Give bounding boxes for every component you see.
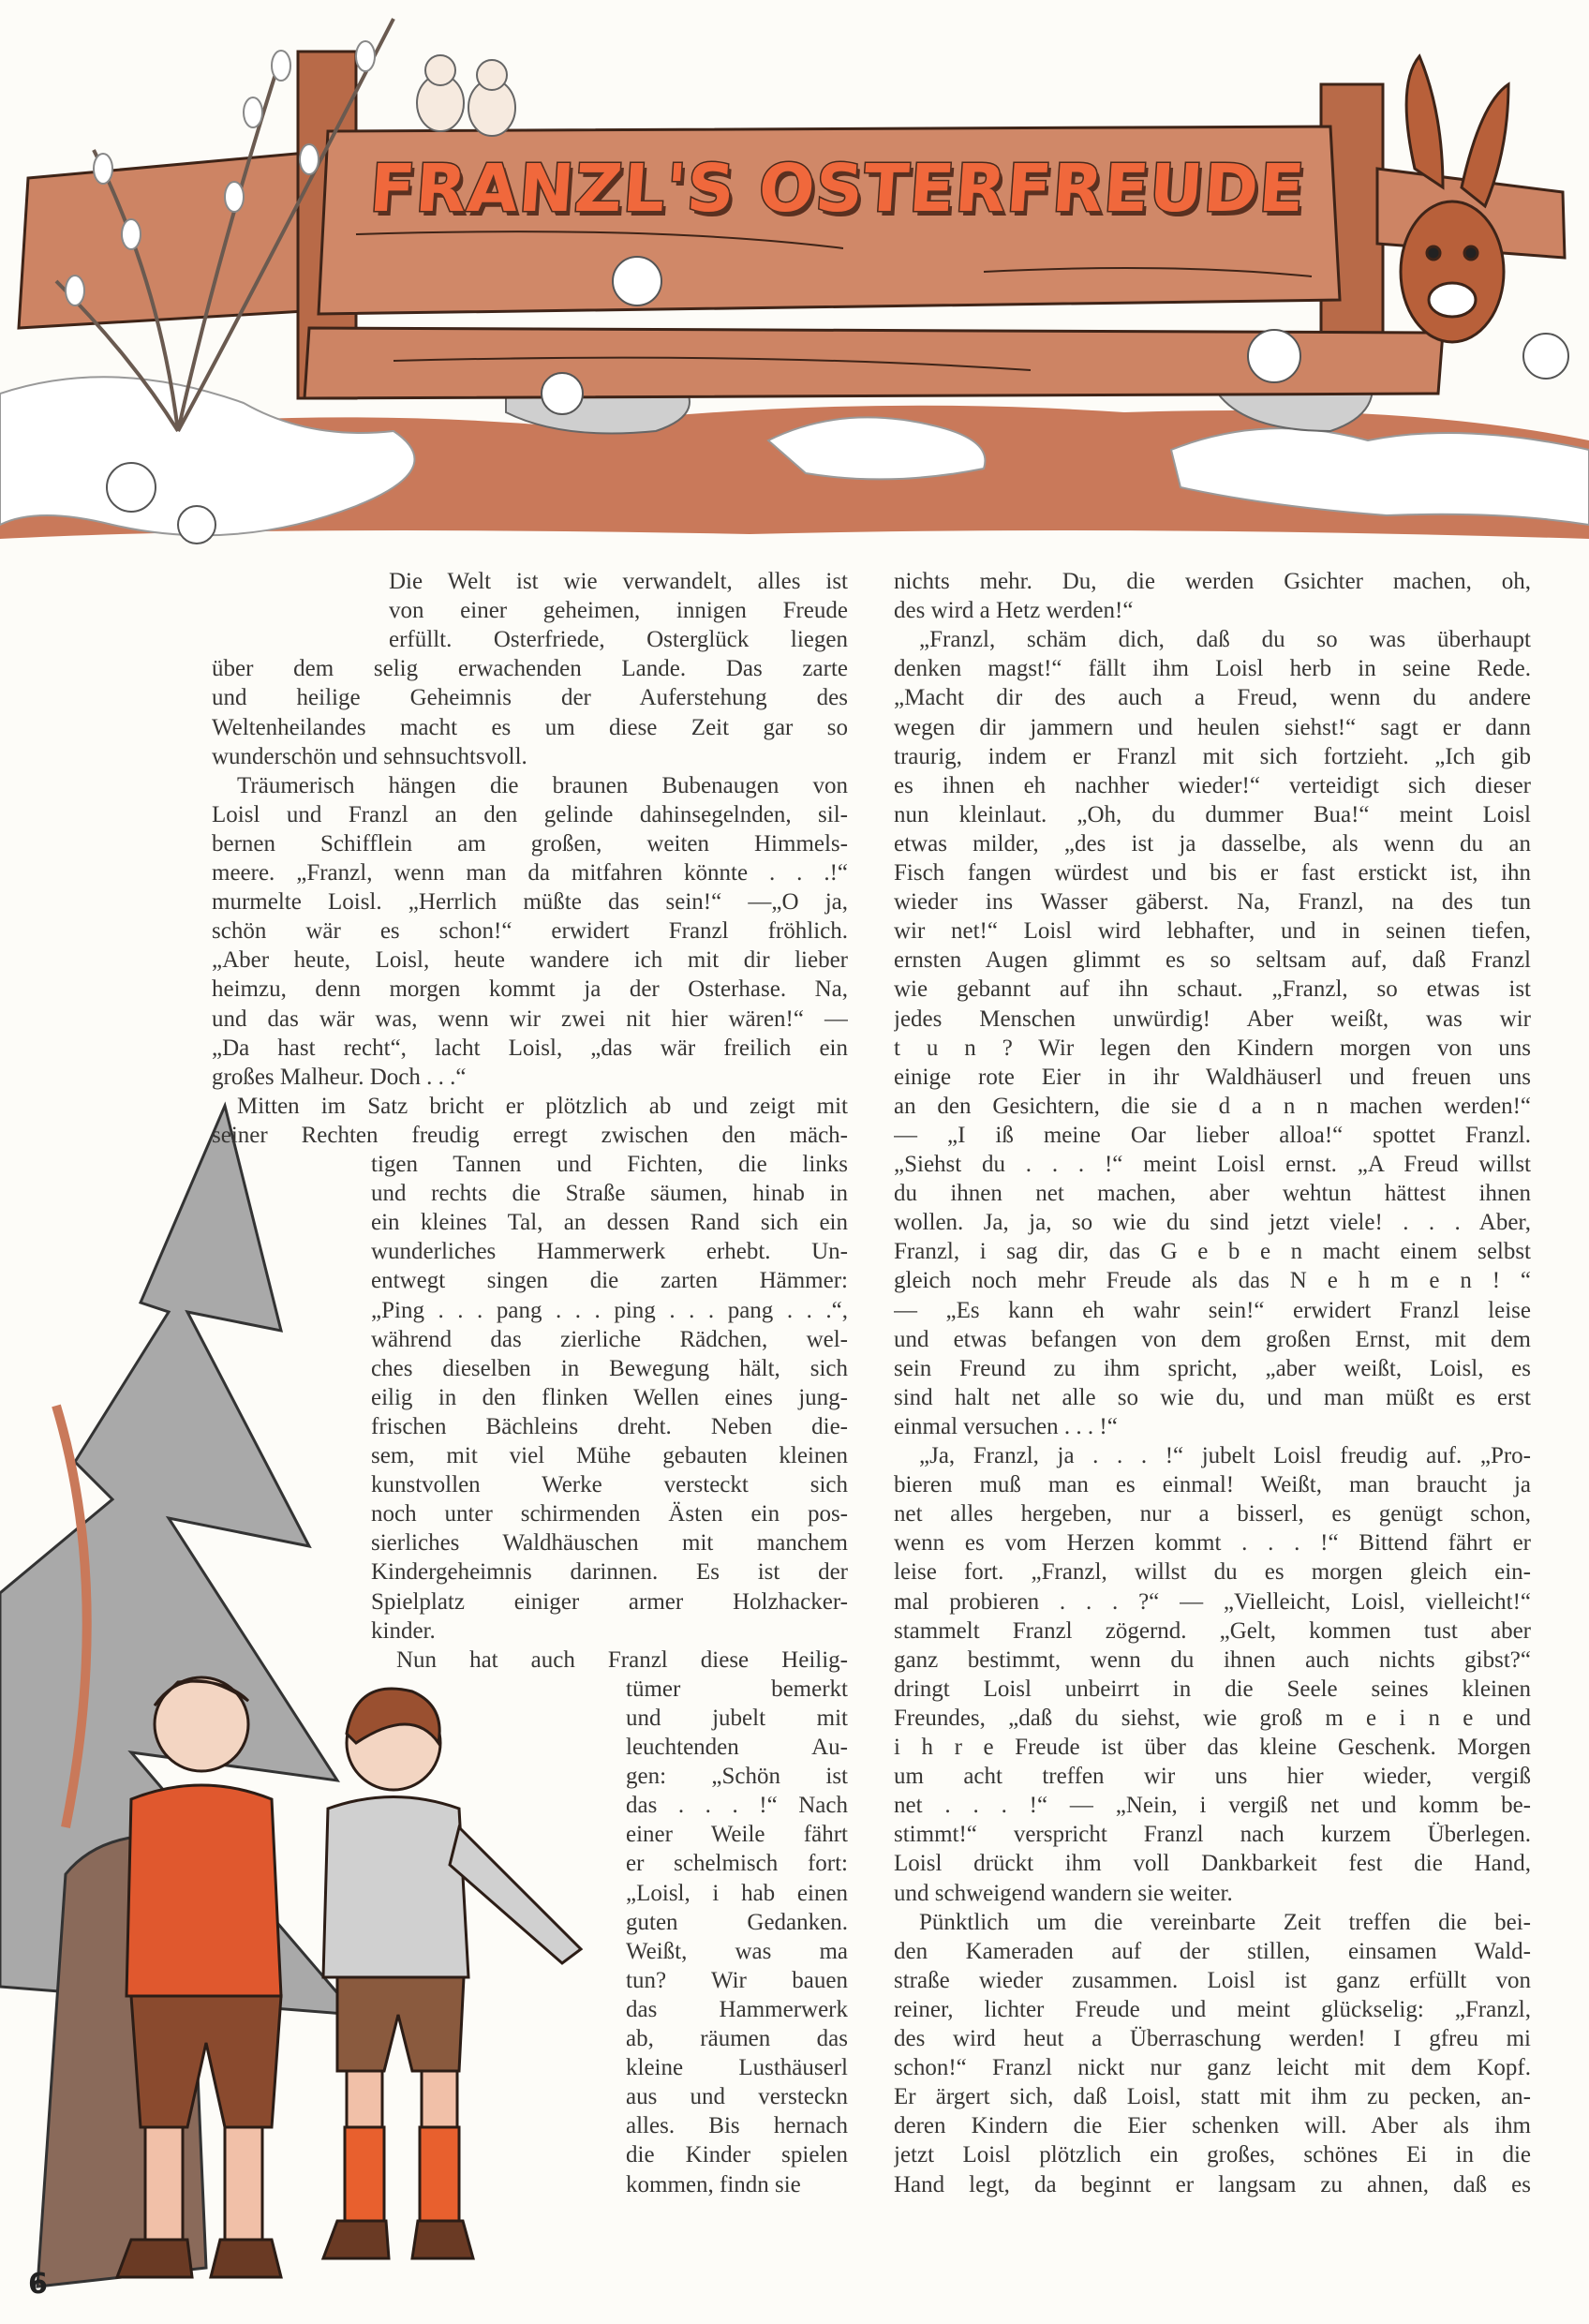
text-line: wunderschön und sehnsuchtsvoll. bbox=[212, 743, 527, 769]
text-line: ein kleines Tal, an dessen Rand sich ein bbox=[371, 1210, 848, 1236]
text-line: seiner Rechten freudig erregt zwischen den mäch- bbox=[212, 1122, 848, 1148]
text-line: deren Kindern die Eier schenken will. Aber als ihm bbox=[894, 2113, 1531, 2139]
text-line: um acht treffen wir uns hier wieder, vergiß bbox=[894, 1764, 1531, 1790]
text-line: jedes Menschen unwürdig! Aber weißt, was wir bbox=[894, 1006, 1531, 1032]
text-line: net . . . !“ — „Nein, i vergiß net und komm be- bbox=[894, 1793, 1531, 1819]
text-line: während das zierliche Rädchen, wel- bbox=[371, 1326, 848, 1352]
birds-icon bbox=[417, 55, 515, 136]
text-line: Mitten im Satz bricht er plötzlich ab und zeigt mit bbox=[237, 1093, 848, 1119]
page-number: 6 bbox=[28, 2268, 48, 2301]
text-line: jetzt Loisl plötzlich ein großes, schönes Ei in die bbox=[894, 2142, 1531, 2168]
text-line: Fisch fangen würdest und bis er fast erstickt ist, ihn bbox=[894, 860, 1531, 886]
text-line: t u n ? Wir legen den Kindern morgen von uns bbox=[894, 1035, 1531, 1061]
text-line: Kindergeheimnis darinnen. Es ist der bbox=[371, 1559, 848, 1586]
text-line: kinder. bbox=[371, 1617, 436, 1644]
text-line: kunstvollen Werke versteckt sich bbox=[371, 1472, 848, 1498]
text-line: „Loisl, i hab einen bbox=[626, 1880, 848, 1906]
text-line: Weltenheilandes macht es um diese Zeit gar so bbox=[212, 714, 848, 740]
text-line: ab, räumen das bbox=[626, 2026, 848, 2051]
text-line: und jubelt mit bbox=[626, 1705, 848, 1731]
text-line: und etwas befangen von dem großen Ernst, mit dem bbox=[894, 1326, 1531, 1352]
text-line: tun? Wir bauen bbox=[626, 1967, 848, 1993]
text-line: schon!“ Franzl nickt nur ganz leicht mit dem Kopf. bbox=[894, 2055, 1531, 2081]
text-line: an den Gesichtern, die sie d a n n machen werden!“ bbox=[894, 1093, 1531, 1119]
text-line: den Kameraden auf der stillen, einsamen Wald- bbox=[894, 1938, 1531, 1964]
text-line: guten Gedanken. bbox=[626, 1909, 848, 1935]
text-line: wollen. Ja, ja, so wie du sind jetzt viele! . . . Aber, bbox=[894, 1210, 1531, 1236]
text-line: nun kleinlaut. „Oh, du dummer Bua!“ meint Loisl bbox=[894, 801, 1531, 827]
text-line: Weißt, was ma bbox=[626, 1938, 848, 1964]
text-line: und schweigend wandern sie weiter. bbox=[894, 1880, 1233, 1906]
text-line: „Siehst du . . . !“ meint Loisl ernst. „A Freud willst bbox=[894, 1152, 1531, 1177]
text-line: großes Malheur. Doch . . .“ bbox=[212, 1064, 467, 1090]
text-line: net alles hergeben, nur a bisserl, es genügt schon, bbox=[894, 1501, 1531, 1527]
text-line: straße wieder zusammen. Loisl ist ganz erfüllt von bbox=[894, 1967, 1531, 1993]
text-line: Die Welt ist wie verwandelt, alles ist bbox=[389, 569, 848, 594]
text-line: „Macht dir des auch a Freud, wenn du andere bbox=[894, 685, 1531, 711]
text-line: bieren muß man es einmal! Weißt, man braucht ja bbox=[894, 1472, 1531, 1498]
text-line: „Ping . . . pang . . . ping . . . pang . . .“, bbox=[371, 1297, 848, 1323]
text-line: sem, mit viel Mühe gebauten kleinen bbox=[371, 1443, 848, 1468]
text-line: mal probieren . . . ?“ — „Vielleicht, Loisl, vielleicht!“ bbox=[894, 1588, 1531, 1615]
text-line: sein Freund zu ihm spricht, „aber weißt, Loisl, es bbox=[894, 1355, 1531, 1381]
text-line: ganz bestimmt, wenn du ihnen auch nichts gibst?“ bbox=[894, 1646, 1531, 1673]
text-line: eilig in den flinken Wellen eines jung- bbox=[371, 1384, 848, 1410]
text-line: dringt Loisl unbeirrt in die Seele seines kleinen bbox=[894, 1676, 1531, 1702]
text-line: tümer bemerkt bbox=[626, 1676, 848, 1702]
text-line: sierliches Waldhäuschen mit manchem bbox=[371, 1530, 848, 1557]
text-line: meere. „Franzl, wenn man da mitfahren könnte . . .!“ bbox=[212, 860, 848, 886]
text-line: i h r e Freude ist über das kleine Geschenk. Morgen bbox=[894, 1735, 1531, 1760]
text-line: frischen Bächleins dreht. Neben die- bbox=[371, 1413, 848, 1439]
text-line: wunderliches Hammerwerk erhebt. Un- bbox=[371, 1239, 848, 1265]
text-line: gleich noch mehr Freude als das N e h m e n ! “ bbox=[894, 1268, 1531, 1294]
text-line: etwas milder, „des ist ja dasselbe, als wenn du an bbox=[894, 830, 1531, 857]
text-line: einer Weile fährt bbox=[626, 1822, 848, 1848]
text-line: wenn es vom Herzen kommt . . . !“ Bittend fährt er bbox=[894, 1530, 1531, 1557]
text-line: — „Es kann eh wahr sein!“ erwidert Franzl leise bbox=[894, 1297, 1531, 1323]
text-line: gen: „Schön ist bbox=[626, 1764, 848, 1790]
text-line: wir net!“ Loisl wird lebhafter, und in seinen tiefen, bbox=[894, 918, 1531, 945]
text-line: Er ärgert sich, daß Loisl, statt mit ihm zu pecken, an- bbox=[894, 2084, 1531, 2110]
text-line: alles. Bis hernach bbox=[626, 2113, 848, 2139]
text-line: ches dieselben in Bewegung hält, sich bbox=[371, 1355, 848, 1381]
text-line: es ihnen eh nachher wieder!“ verteidigt sich dieser bbox=[894, 772, 1531, 798]
text-line: Spielplatz einiger armer Holzhacker- bbox=[371, 1588, 848, 1615]
text-line: du ihnen net machen, aber wehtun hättest ihnen bbox=[894, 1181, 1531, 1207]
text-line: die Kinder spielen bbox=[626, 2142, 848, 2168]
text-line: ernsten Augen glimmt es so seltsam auf, daß Franzl bbox=[894, 947, 1531, 974]
text-line: noch unter schirmenden Ästen ein pos- bbox=[371, 1501, 848, 1527]
text-line: sind halt net alle so wie du, und man müßt es erst bbox=[894, 1384, 1531, 1410]
text-line: Franzl, i sag dir, das G e b e n macht einem selbst bbox=[894, 1239, 1531, 1265]
text-line: über dem selig erwachenden Lande. Das zarte bbox=[212, 656, 848, 682]
text-line: und rechts die Straße säumen, hinab in bbox=[371, 1181, 848, 1207]
text-line: Nun hat auch Franzl diese Heilig- bbox=[396, 1646, 848, 1673]
text-line: schön wär es schon!“ erwidert Franzl fröhlich. bbox=[212, 918, 848, 945]
text-line: murmelte Loisl. „Herrlich müßte das sein!“ —„O ja, bbox=[212, 889, 848, 916]
text-line: „Ja, Franzl, ja . . . !“ jubelt Loisl freudig auf. „Pro- bbox=[919, 1443, 1531, 1468]
text-line: Hand legt, da beginnt er langsam zu ahnen, daß es bbox=[894, 2171, 1531, 2197]
text-line: erfüllt. Osterfriede, Osterglück liegen bbox=[389, 627, 848, 653]
text-line: — „I iß meine Oar lieber alloa!“ spottet Franzl. bbox=[894, 1122, 1531, 1148]
text-line: das . . . !“ Nach bbox=[626, 1793, 848, 1819]
boy-gray-jacket-illustration bbox=[323, 1689, 581, 2258]
text-line: stimmt!“ verspricht Franzl nach kurzem Überlegen. bbox=[894, 1822, 1531, 1848]
text-line: „Aber heute, Loisl, heute wandere ich mit dir lieber bbox=[212, 947, 848, 974]
text-line: Loisl und Franzl an den gelinde dahinsegelnden, sil- bbox=[212, 801, 848, 827]
text-line: stammelt Franzl zögernd. „Gelt, kommen tust aber bbox=[894, 1617, 1531, 1644]
text-line: von einer geheimen, innigen Freude bbox=[389, 598, 848, 624]
text-line: denken magst!“ fällt ihm Loisl herb in seine Rede. bbox=[894, 656, 1531, 682]
text-line: leise fort. „Franzl, willst du es morgen gleich ein- bbox=[894, 1559, 1531, 1586]
text-line: traurig, indem er Franzl mit sich fortzieht. „Ich gib bbox=[894, 743, 1531, 769]
text-line: und heilige Geheimnis der Auferstehung des bbox=[212, 685, 848, 711]
text-line: einige rote Eier in ihr Waldhäuserl und freuen uns bbox=[894, 1064, 1531, 1090]
text-line: nichts mehr. Du, die werden Gsichter machen, oh, bbox=[894, 569, 1531, 594]
text-line: „Franzl, schäm dich, daß du so was überhaupt bbox=[919, 627, 1531, 653]
text-line: einmal versuchen . . . !“ bbox=[894, 1413, 1118, 1439]
text-line: Loisl drückt ihm voll Dankbarkeit fest die Hand, bbox=[894, 1851, 1531, 1877]
text-line: wieder ins Wasser gäberst. Na, Franzl, na des tun bbox=[894, 889, 1531, 916]
text-line: reiner, lichter Freude und meint glückselig: „Franzl, bbox=[894, 1996, 1531, 2022]
text-line: Träumerisch hängen die braunen Bubenaugen von bbox=[237, 772, 848, 798]
text-line: wegen dir jammern und heulen siehst!“ sagt er dann bbox=[894, 714, 1531, 740]
text-line: tigen Tannen und Fichten, die links bbox=[371, 1152, 848, 1177]
text-line: des wird heut a Überraschung werden! I gfreu mi bbox=[894, 2026, 1531, 2051]
text-line: leuchtenden Au- bbox=[626, 1735, 848, 1760]
text-line: „Da hast recht“, lacht Loisl, „das wär freilich ein bbox=[212, 1035, 848, 1061]
text-line: er schelmisch fort: bbox=[626, 1851, 848, 1877]
text-line: wie gebannt auf ihn schaut. „Franzl, so etwas ist bbox=[894, 976, 1531, 1003]
text-line: entwegt singen die zarten Hämmer: bbox=[371, 1268, 848, 1294]
article-title: FRANZL'S OSTERFREUDE bbox=[367, 150, 1308, 227]
text-line: kommen, findn sie bbox=[626, 2171, 801, 2197]
text-line: und das wär was, wenn wir zwei nit hier wären!“ — bbox=[212, 1006, 848, 1032]
text-line: aus und versteckn bbox=[626, 2084, 848, 2110]
text-line: bernen Schifflein am großen, weiten Himmels- bbox=[212, 830, 848, 857]
text-line: Freundes, „daß du siehst, wie groß m e i n e und bbox=[894, 1705, 1531, 1731]
text-line: heimzu, denn morgen kommt ja der Osterhase. Na, bbox=[212, 976, 848, 1003]
text-line: kleine Lusthäuserl bbox=[626, 2055, 848, 2081]
text-line: des wird a Hetz werden!“ bbox=[894, 598, 1134, 624]
text-line: das Hammerwerk bbox=[626, 1996, 848, 2022]
text-line: Pünktlich um die vereinbarte Zeit treffen die bei- bbox=[919, 1909, 1531, 1935]
